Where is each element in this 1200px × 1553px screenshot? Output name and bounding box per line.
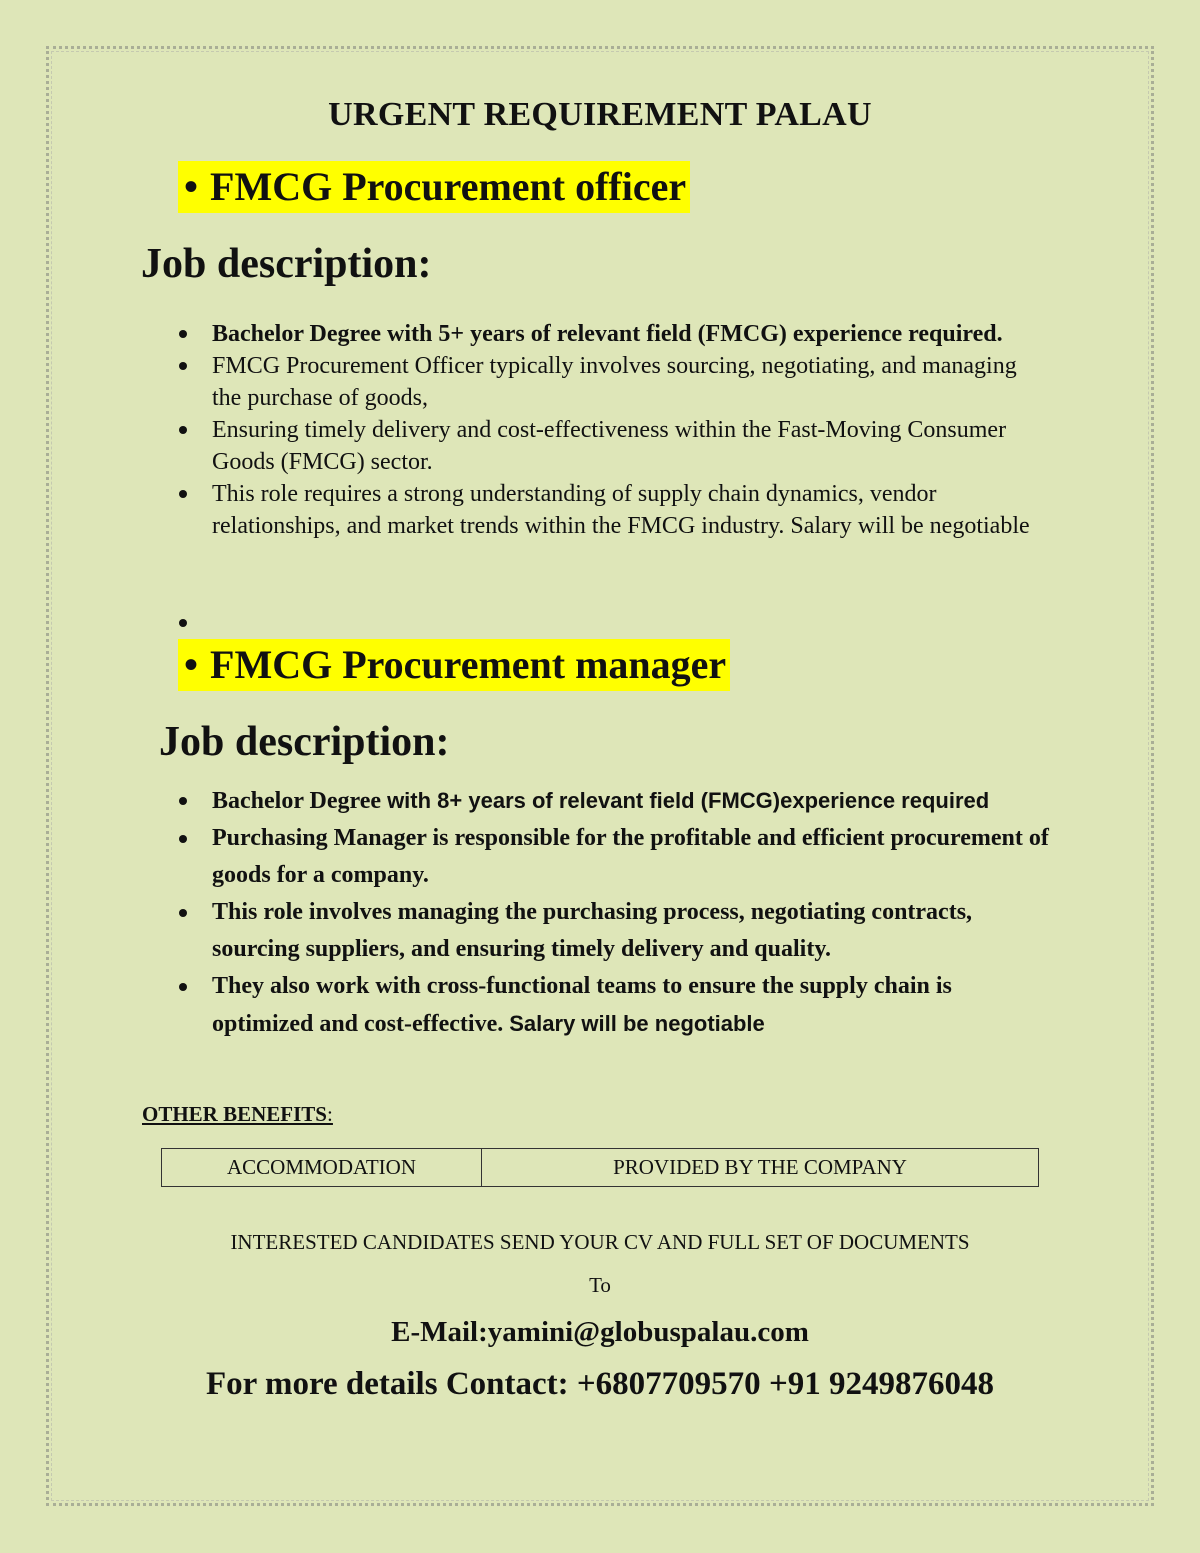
position-title: FMCG Procurement manager: [210, 642, 727, 687]
bullet-icon: •: [184, 642, 199, 687]
benefit-item: ACCOMMODATION: [162, 1149, 482, 1187]
manager-requirements-list: [0, 782, 1052, 1043]
list-item: This role involves managing the purchasing process, negotiating contracts, sourcing suppliers, and ensuring timely delivery and quality.: [0, 894, 1052, 968]
list-item: Purchasing Manager is responsible for the profitable and efficient procurement of goods for a company.: [0, 820, 1052, 894]
email-label: E-Mail:: [391, 1316, 488, 1348]
position-heading-manager: [178, 639, 730, 691]
position-heading-officer: [178, 161, 690, 213]
list-item: Bachelor Degree with 5+ years of relevant field (FMCG) experience required.: [0, 318, 1052, 350]
empty-bullet-icon: [179, 619, 187, 627]
phone-number[interactable]: +91 9249876048: [768, 1366, 994, 1402]
list-item: Ensuring timely delivery and cost-effectiveness within the Fast-Moving Consumer Goods (FMCG) sector.: [0, 414, 1052, 478]
benefits-label: [142, 1102, 333, 1127]
list-item: [0, 782, 1052, 820]
list-item-text: Bachelor Degree: [212, 788, 388, 814]
list-item-text: They also work with cross-functional teams to ensure the supply chain is optimized and cost-effective.: [212, 973, 952, 1037]
to-label: To: [589, 1273, 611, 1297]
benefits-label-colon: :: [326, 1102, 333, 1126]
officer-requirements-list: [0, 318, 1052, 542]
list-item-text: Salary will be negotiable: [509, 1011, 765, 1036]
contact-label: For more details Contact:: [206, 1366, 577, 1402]
apply-instruction: INTERESTED CANDIDATES SEND YOUR CV AND FULL SET OF DOCUMENTS: [230, 1230, 970, 1254]
email-line: [0, 1316, 1200, 1349]
list-item: [0, 968, 1052, 1043]
bullet-icon: •: [184, 164, 199, 209]
benefits-label-text: OTHER BENEFITS: [142, 1102, 327, 1126]
email-address[interactable]: yamini@globuspalau.com: [487, 1316, 809, 1348]
phone-number[interactable]: +6807709570: [576, 1366, 761, 1402]
list-item: FMCG Procurement Officer typically involves sourcing, negotiating, and managing the purchase of goods,: [0, 350, 1052, 414]
benefit-detail: PROVIDED BY THE COMPANY: [482, 1149, 1039, 1187]
list-item-text: with 8+ years of relevant field (FMCG)experience required: [387, 788, 990, 813]
page-title: URGENT REQUIREMENT PALAU: [328, 96, 872, 133]
table-row: [162, 1149, 1039, 1187]
position-title: FMCG Procurement officer: [210, 164, 687, 209]
job-description-heading: Job description:: [141, 241, 432, 287]
list-item: This role requires a strong understanding of supply chain dynamics, vendor relationships, and market trends within the FMCG industry. Salary will be negotiable: [0, 478, 1052, 542]
contact-line: [0, 1366, 1200, 1403]
job-description-heading: Job description:: [159, 719, 450, 765]
benefits-table: [161, 1148, 1039, 1187]
